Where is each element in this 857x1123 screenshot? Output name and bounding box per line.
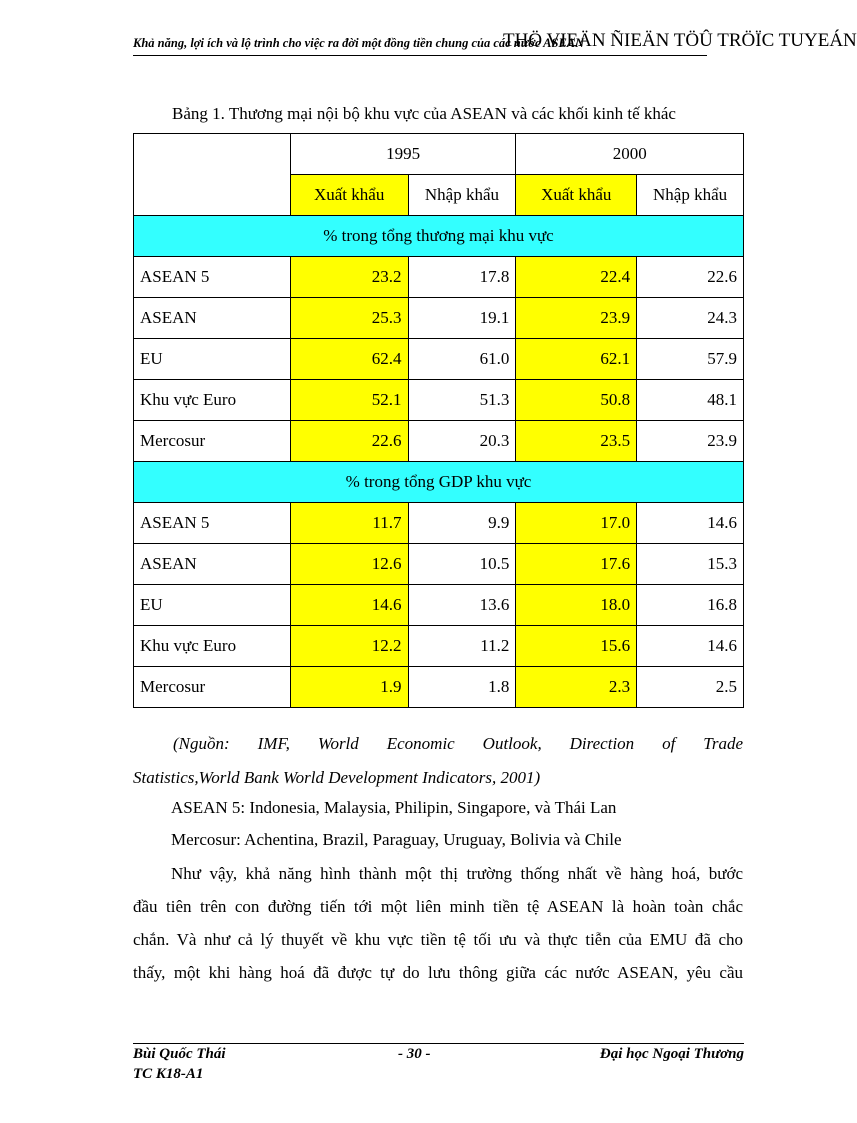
import-value-cell: 61.0 xyxy=(408,339,516,380)
import-value-cell: 15.3 xyxy=(637,544,744,585)
import-2000-header: Nhập khẩu xyxy=(637,175,744,216)
year-header-row xyxy=(134,134,744,175)
import-value-cell: 23.9 xyxy=(637,421,744,462)
export-value-cell: 23.2 xyxy=(290,257,408,298)
header-rule xyxy=(133,55,707,56)
body-line: Như vậy, khả năng hình thành một thị trường thống nhất về hàng hoá, bước xyxy=(171,864,743,883)
table-row xyxy=(134,667,744,708)
trade-table xyxy=(133,133,744,708)
region-cell: Khu vực Euro xyxy=(134,626,291,667)
year-2000-header: 2000 xyxy=(516,134,744,175)
table-row xyxy=(134,298,744,339)
region-cell: Mercosur xyxy=(134,667,291,708)
body-line: đầu tiên trên con đường tiến tới một liên minh tiền tệ ASEAN là hoàn toàn chắc xyxy=(133,897,743,916)
export-value-cell: 52.1 xyxy=(290,380,408,421)
table-caption: Bảng 1. Thương mại nội bộ khu vực của ASEAN và các khối kinh tế khác xyxy=(172,104,676,123)
section-header-row xyxy=(134,462,744,503)
region-cell: ASEAN xyxy=(134,298,291,339)
section-header-row xyxy=(134,216,744,257)
export-value-cell: 62.1 xyxy=(516,339,637,380)
document-title: Khả năng, lợi ích và lộ trình cho việc ra đời một đồng tiền chung của các nước ASEAN xyxy=(133,36,585,50)
table-row xyxy=(134,503,744,544)
export-value-cell: 12.6 xyxy=(290,544,408,585)
region-cell: EU xyxy=(134,339,291,380)
export-value-cell: 17.0 xyxy=(516,503,637,544)
region-cell: EU xyxy=(134,585,291,626)
import-value-cell: 10.5 xyxy=(408,544,516,585)
import-value-cell: 24.3 xyxy=(637,298,744,339)
import-1995-header: Nhập khẩu xyxy=(408,175,516,216)
mercosur-note: Mercosur: Achentina, Brazil, Paraguay, Uruguay, Bolivia và Chile xyxy=(171,830,622,849)
page-number: - 30 - xyxy=(398,1046,431,1062)
footer-rule xyxy=(133,1043,744,1044)
import-value-cell: 19.1 xyxy=(408,298,516,339)
import-value-cell: 16.8 xyxy=(637,585,744,626)
export-value-cell: 62.4 xyxy=(290,339,408,380)
import-value-cell: 14.6 xyxy=(637,503,744,544)
export-value-cell: 11.7 xyxy=(290,503,408,544)
table-row xyxy=(134,544,744,585)
export-value-cell: 25.3 xyxy=(290,298,408,339)
region-cell: ASEAN 5 xyxy=(134,503,291,544)
body-line: thấy, một khi hàng hoá đã được tự do lưu thông giữa các nước ASEAN, yêu cầu xyxy=(133,963,743,982)
table-row xyxy=(134,585,744,626)
library-watermark: THÖ VIEÄN ÑIEÄN TÖÛ TRÖÏC TUYEÁN xyxy=(503,30,857,51)
import-value-cell: 20.3 xyxy=(408,421,516,462)
body-line: chắn. Và như cả lý thuyết về khu vực tiền tệ tối ưu và thực tiễn của EMU đã cho xyxy=(133,930,743,949)
empty-corner-cell xyxy=(134,134,291,216)
year-1995-header: 1995 xyxy=(290,134,516,175)
region-cell: Mercosur xyxy=(134,421,291,462)
export-value-cell: 12.2 xyxy=(290,626,408,667)
source-line-1: (Nguồn: IMF, World Economic Outlook, Direction of Trade xyxy=(173,734,743,753)
region-cell: ASEAN xyxy=(134,544,291,585)
export-value-cell: 1.9 xyxy=(290,667,408,708)
region-cell: ASEAN 5 xyxy=(134,257,291,298)
table-row xyxy=(134,421,744,462)
import-value-cell: 14.6 xyxy=(637,626,744,667)
export-1995-header: Xuất khẩu xyxy=(290,175,408,216)
import-value-cell: 11.2 xyxy=(408,626,516,667)
table-row xyxy=(134,626,744,667)
export-value-cell: 22.6 xyxy=(290,421,408,462)
export-2000-header: Xuất khẩu xyxy=(516,175,637,216)
import-value-cell: 22.6 xyxy=(637,257,744,298)
page-header xyxy=(133,28,857,58)
author-name: Bùi Quốc Thái xyxy=(133,1046,226,1062)
export-value-cell: 50.8 xyxy=(516,380,637,421)
import-value-cell: 51.3 xyxy=(408,380,516,421)
table-row xyxy=(134,380,744,421)
table-row xyxy=(134,257,744,298)
body-paragraph xyxy=(133,857,743,989)
region-cell: Khu vực Euro xyxy=(134,380,291,421)
table-row xyxy=(134,339,744,380)
asean5-note: ASEAN 5: Indonesia, Malaysia, Philipin, Singapore, và Thái Lan xyxy=(171,798,617,817)
export-value-cell: 23.5 xyxy=(516,421,637,462)
class-code: TC K18-A1 xyxy=(133,1066,204,1082)
import-value-cell: 2.5 xyxy=(637,667,744,708)
university-name: Đại học Ngoại Thương xyxy=(599,1046,744,1062)
export-value-cell: 2.3 xyxy=(516,667,637,708)
export-value-cell: 22.4 xyxy=(516,257,637,298)
import-value-cell: 48.1 xyxy=(637,380,744,421)
export-value-cell: 18.0 xyxy=(516,585,637,626)
export-value-cell: 17.6 xyxy=(516,544,637,585)
export-value-cell: 15.6 xyxy=(516,626,637,667)
source-note xyxy=(133,727,743,795)
import-value-cell: 13.6 xyxy=(408,585,516,626)
import-value-cell: 57.9 xyxy=(637,339,744,380)
section-title: % trong tổng GDP khu vực xyxy=(134,462,744,503)
import-value-cell: 1.8 xyxy=(408,667,516,708)
source-line-2: Statistics,World Bank World Development Indicators, 2001) xyxy=(133,768,541,787)
export-value-cell: 23.9 xyxy=(516,298,637,339)
section-title: % trong tổng thương mại khu vực xyxy=(134,216,744,257)
export-value-cell: 14.6 xyxy=(290,585,408,626)
import-value-cell: 9.9 xyxy=(408,503,516,544)
import-value-cell: 17.8 xyxy=(408,257,516,298)
